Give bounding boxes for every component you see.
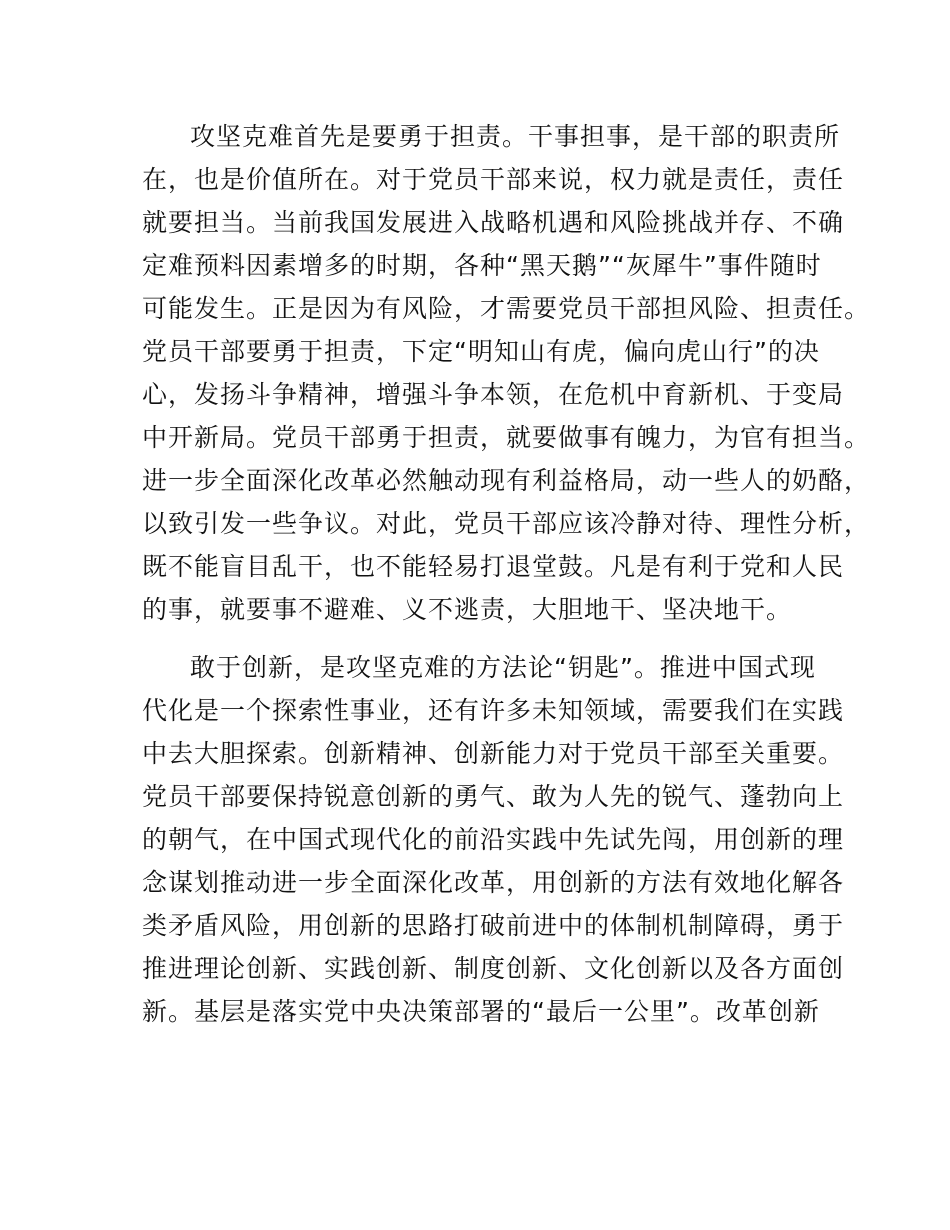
text-line: 中开新局。党员干部勇于担责，就要做事有魄力，为官有担当。: [142, 423, 871, 452]
text-line: 类矛盾风险，用创新的思路打破前进中的体制机制障碍，勇于: [142, 911, 845, 940]
text-line: 的朝气，在中国式现代化的前沿实践中先试先闯，用创新的理: [142, 825, 845, 854]
paragraph: [142, 115, 871, 631]
text-line: 可能发生。正是因为有风险，才需要党员干部担风险、担责任。: [142, 294, 871, 323]
text-line: 在，也是价值所在。对于党员干部来说，权力就是责任，责任: [142, 165, 845, 194]
text-line: 攻坚克难首先是要勇于担责。干事担事，是干部的职责所: [190, 122, 841, 151]
text-line: 的事，就要事不避难、义不逃责，大胆地干、坚决地干。: [142, 595, 793, 624]
text-line: 进一步全面深化改革必然触动现有利益格局，动一些人的奶酪，: [142, 466, 871, 495]
text-line: 以致引发一些争议。对此，党员干部应该冷静对待、理性分析，: [142, 509, 871, 538]
text-line: 就要担当。当前我国发展进入战略机遇和风险挑战并存、不确: [142, 208, 845, 237]
text-line: 念谋划推动进一步全面深化改革，用创新的方法有效地化解各: [142, 868, 845, 897]
text-line: 推进理论创新、实践创新、制度创新、文化创新以及各方面创: [142, 954, 845, 983]
text-line: 既不能盲目乱干，也不能轻易打退堂鼓。凡是有利于党和人民: [142, 552, 845, 581]
text-line: 定难预料因素增多的时期，各种“黑天鹅”“灰犀牛”事件随时: [142, 251, 822, 280]
paragraph: [142, 646, 845, 1033]
text-line: 中去大胆探索。创新精神、创新能力对于党员干部至关重要。: [142, 739, 845, 768]
text-line: 党员干部要保持锐意创新的勇气、敢为人先的锐气、蓬勃向上: [142, 782, 845, 811]
document-page: [142, 115, 871, 1048]
text-line: 心，发扬斗争精神，增强斗争本领，在危机中育新机、于变局: [142, 380, 845, 409]
text-line: 党员干部要勇于担责，下定“明知山有虎，偏向虎山行”的决: [142, 337, 820, 366]
text-line: 代化是一个探索性事业，还有许多未知领域，需要我们在实践: [142, 696, 845, 725]
text-line: 新。基层是落实党中央决策部署的“最后一公里”。改革创新: [142, 997, 820, 1026]
text-line: 敢于创新，是攻坚克难的方法论“钥匙”。推进中国式现: [190, 653, 816, 682]
